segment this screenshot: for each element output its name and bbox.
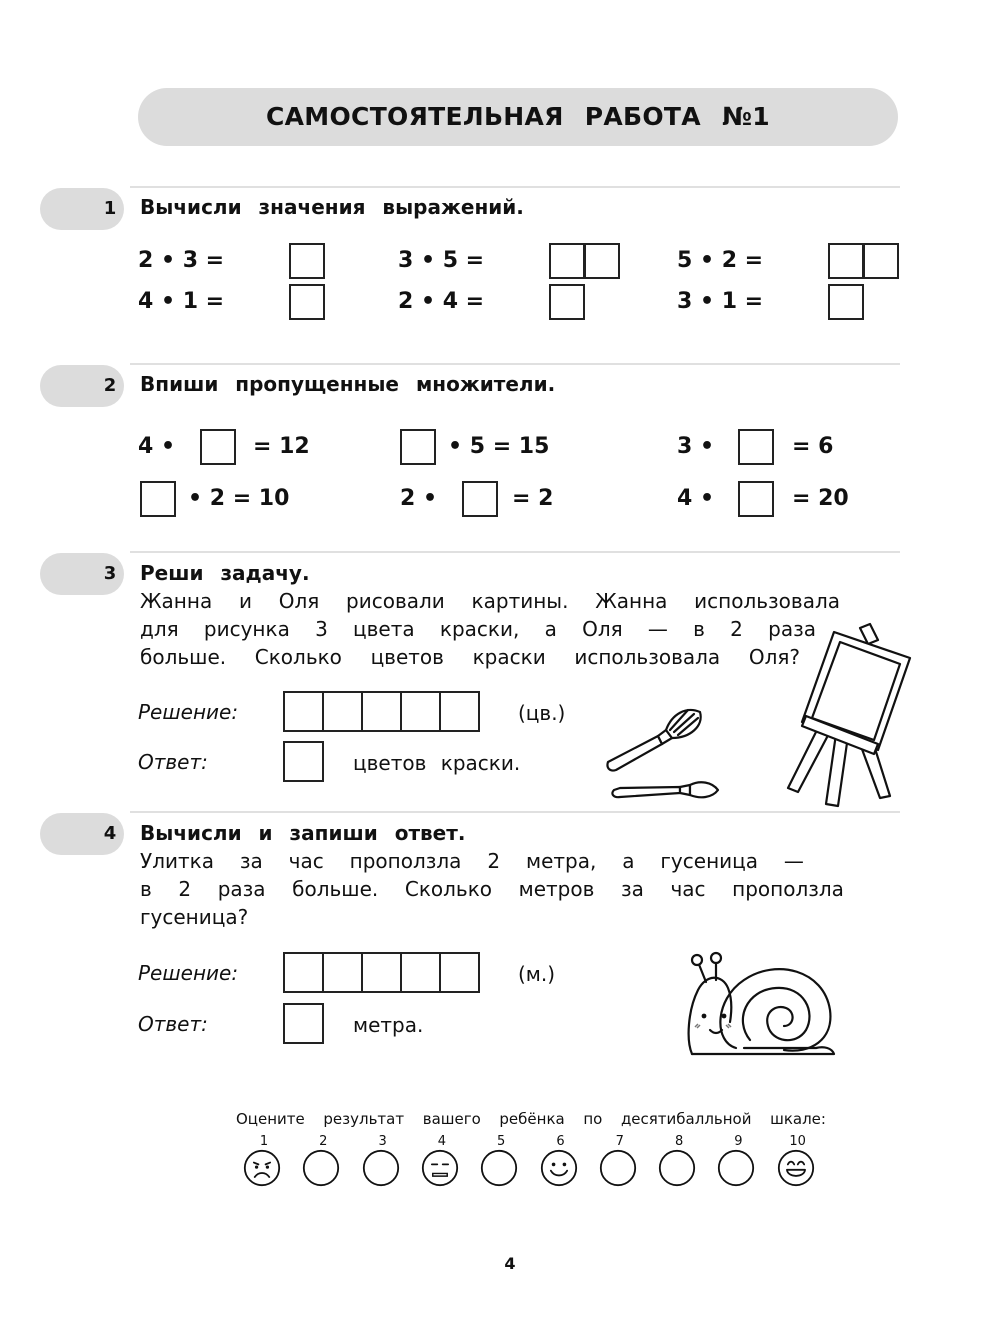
rating-scale-number: 5	[497, 1134, 506, 1149]
factor-right: • 2 = 10	[188, 486, 290, 511]
task-3-text	[140, 587, 840, 671]
text-line: больше. Сколько цветов краски использовала Оля?	[140, 645, 800, 669]
rating-circle[interactable]	[599, 1149, 637, 1187]
expression: 3 • 1 =	[677, 289, 764, 314]
rating-circle[interactable]	[480, 1149, 518, 1187]
factor-right: = 2	[512, 486, 554, 511]
easel-illustration	[782, 620, 912, 810]
divider	[130, 811, 900, 813]
text-line: Улитка за час проползла 2 метра, а гусеница —	[140, 849, 804, 873]
factor-right: = 6	[792, 434, 834, 459]
answer-box[interactable]	[283, 1003, 324, 1044]
expression: 4 • 1 =	[138, 289, 225, 314]
answer-box[interactable]	[584, 243, 620, 279]
task-2-number: 2	[103, 375, 117, 396]
task-4-number: 4	[103, 823, 117, 844]
expression: 2 • 3 =	[138, 248, 225, 273]
task-1-number: 1	[103, 198, 117, 219]
factor-box[interactable]	[462, 481, 498, 517]
snail-illustration	[684, 950, 839, 1065]
rating-circle[interactable]	[362, 1149, 400, 1187]
factor-right: • 5 = 15	[448, 434, 550, 459]
factor-left: 2 •	[400, 486, 438, 511]
solution-cell[interactable]	[322, 691, 363, 732]
page-number: 4	[504, 1254, 516, 1273]
answer-box[interactable]	[828, 284, 864, 320]
rating-text: Оцените результат вашего ребёнка по десятибалльной шкале:	[236, 1110, 826, 1128]
divider	[130, 363, 900, 365]
text-line: гусеница?	[140, 905, 249, 929]
answer-label: Ответ:	[138, 1012, 208, 1036]
answer-box[interactable]	[549, 284, 585, 320]
factor-box[interactable]	[400, 429, 436, 465]
solution-cells	[283, 691, 480, 732]
text-line: Жанна и Оля рисовали картины. Жанна использовала	[140, 589, 840, 613]
solution-cell[interactable]	[439, 691, 480, 732]
rating-scale-number: 3	[378, 1134, 387, 1149]
answer-label: Ответ:	[138, 750, 208, 774]
factor-left: 4 •	[138, 434, 176, 459]
rating-circle[interactable]	[302, 1149, 340, 1187]
factor-box[interactable]	[738, 429, 774, 465]
answer-suffix: метра.	[353, 1013, 424, 1037]
answer-box[interactable]	[283, 741, 324, 782]
answer-suffix: цветов краски.	[353, 751, 521, 775]
rating-scale-number: 4	[437, 1134, 447, 1149]
rating-face-happy-icon[interactable]	[777, 1149, 815, 1187]
factor-right: = 20	[792, 486, 849, 511]
divider	[130, 186, 900, 188]
solution-cell[interactable]	[283, 691, 324, 732]
answer-box[interactable]	[289, 284, 325, 320]
rating-face-sad-icon[interactable]	[243, 1149, 281, 1187]
factor-box[interactable]	[738, 481, 774, 517]
page-title: САМОСТОЯТЕЛЬНАЯ РАБОТА №1	[266, 102, 770, 131]
task-4-text	[140, 847, 844, 931]
solution-unit: (цв.)	[518, 701, 566, 725]
rating-scale-number: 1	[259, 1134, 269, 1149]
solution-cell[interactable]	[361, 952, 402, 993]
divider	[130, 551, 900, 553]
factor-box[interactable]	[200, 429, 236, 465]
task-4-heading: Вычисли и запиши ответ.	[140, 821, 466, 845]
text-line: в 2 раза больше. Сколько метров за час проползла	[140, 877, 844, 901]
task-1-heading: Вычисли значения выражений.	[140, 195, 524, 219]
solution-cell[interactable]	[439, 952, 480, 993]
solution-cell[interactable]	[400, 952, 441, 993]
factor-right: = 12	[253, 434, 310, 459]
solution-unit: (м.)	[518, 962, 556, 986]
solution-cells	[283, 952, 480, 993]
task-3-number: 3	[103, 563, 117, 584]
expression: 2 • 4 =	[398, 289, 485, 314]
factor-left: 4 •	[677, 486, 715, 511]
rating-scale-number: 8	[674, 1134, 684, 1149]
task-3-heading: Реши задачу.	[140, 561, 310, 585]
task-2-heading: Впиши пропущенные множители.	[140, 372, 556, 396]
answer-box[interactable]	[863, 243, 899, 279]
rating-scale-number: 6	[556, 1134, 565, 1149]
factor-left: 3 •	[677, 434, 715, 459]
expression: 5 • 2 =	[677, 248, 764, 273]
answer-box[interactable]	[828, 243, 864, 279]
solution-cell[interactable]	[322, 952, 363, 993]
rating-circle[interactable]	[717, 1149, 755, 1187]
solution-label: Решение:	[138, 700, 239, 724]
solution-label: Решение:	[138, 961, 239, 985]
rating-scale-number: 10	[789, 1134, 806, 1149]
text-line: для рисунка 3 цвета краски, а Оля — в 2 раза	[140, 617, 816, 641]
solution-cell[interactable]	[283, 952, 324, 993]
factor-box[interactable]	[140, 481, 176, 517]
answer-box[interactable]	[549, 243, 585, 279]
paint-brushes-illustration	[600, 700, 725, 805]
rating-scale-number: 9	[734, 1134, 743, 1149]
solution-cell[interactable]	[400, 691, 441, 732]
rating-face-smile-icon[interactable]	[540, 1149, 578, 1187]
expression: 3 • 5 =	[398, 248, 485, 273]
solution-cell[interactable]	[361, 691, 402, 732]
answer-box[interactable]	[289, 243, 325, 279]
rating-scale-number: 7	[615, 1134, 624, 1149]
rating-scale-number: 2	[319, 1134, 328, 1149]
rating-circle[interactable]	[658, 1149, 696, 1187]
rating-face-neutral-icon[interactable]	[421, 1149, 459, 1187]
